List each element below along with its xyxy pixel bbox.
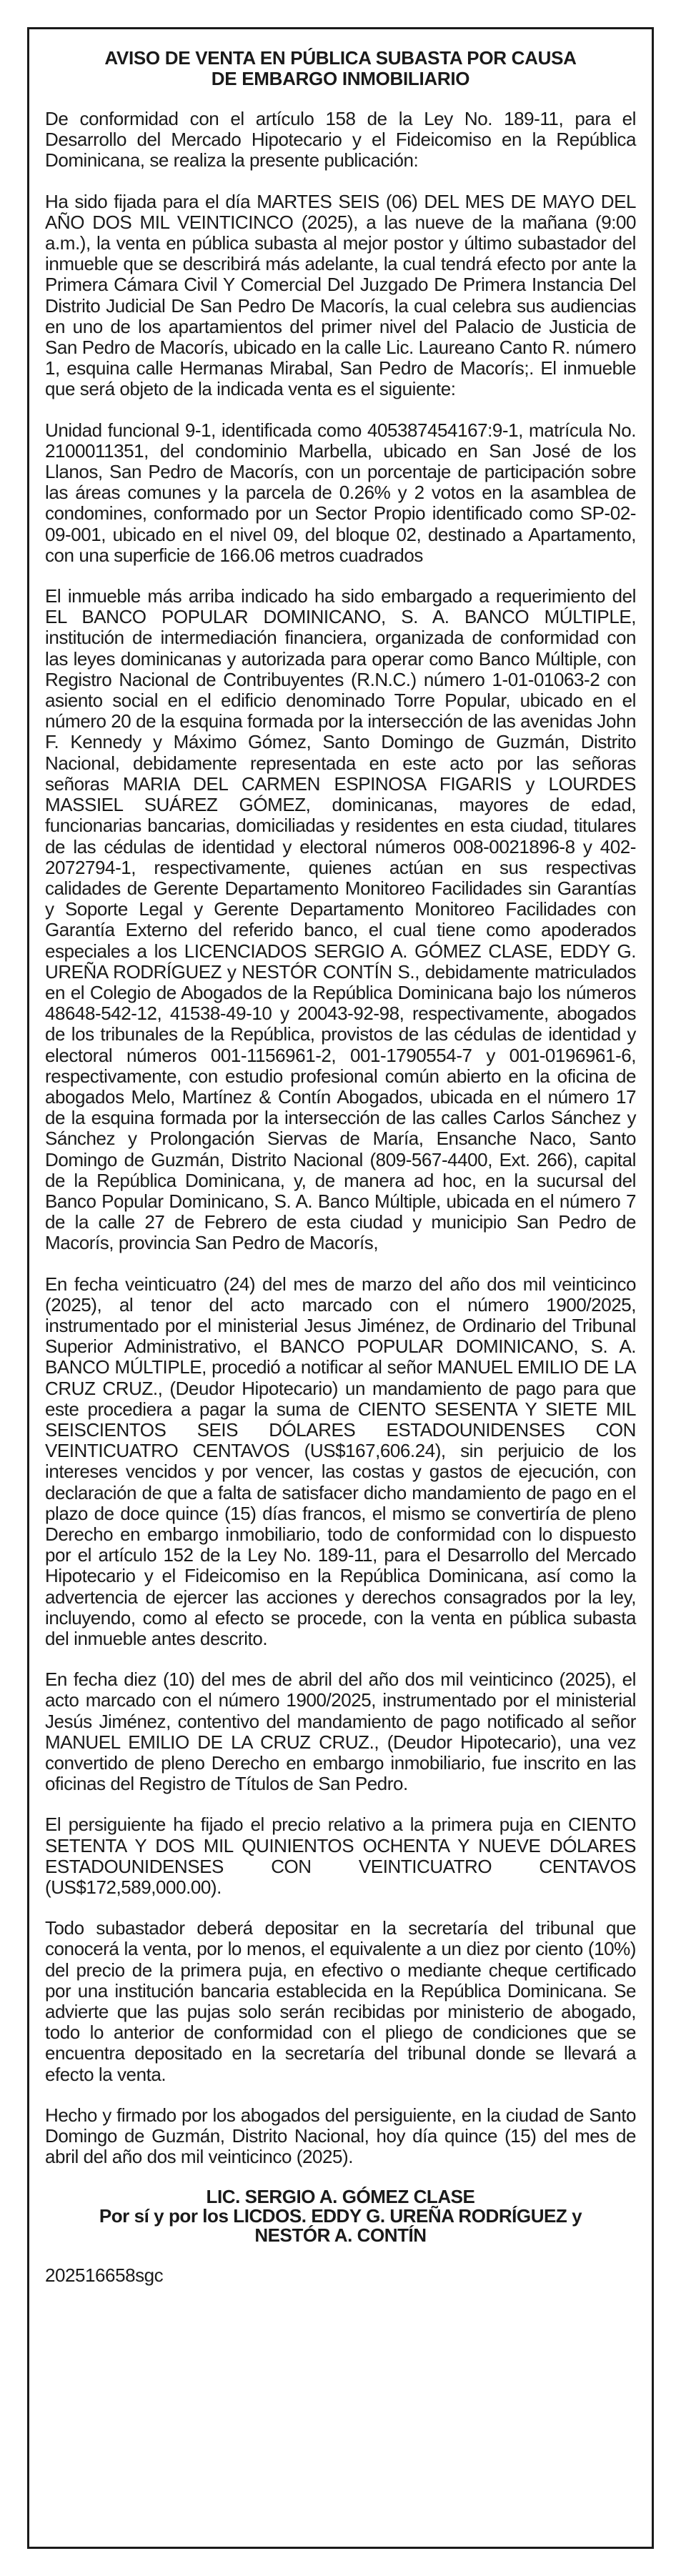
paragraph-seizing-party: El inmueble más arriba indicado ha sido embargado a requerimiento del EL BANCO POPULAR DOMINICANO, S. A. BANCO MÚLTIPLE, institución de intermediación financiera, organizada de conformidad con las leyes dominicanas y autorizada para operar como Banco Múltiple, con Registro Nacional de Contribuyentes (R.N.C.) número 1-01-01063-2 con asiento social en el edificio denominado Torre Popular, ubicado en el número 20 de la esquina formada por la intersección de las avenidas John F. Kennedy y Máximo Gómez, Santo Domingo de Guzmán, Distrito Nacional, debidamente representada en este acto por las señoras señoras MARIA DEL CARMEN ESPINOSA FIGARIS y LOURDES MASSIEL SUÁREZ GÓMEZ, dominicanas, mayores de edad, funcionarias bancarias, domiciliadas y residentes en esta ciudad, titulares de las cédulas de identidad y electoral números 008-0021896-8 y 402-2072794-1, respectivamente, quienes actúan en sus respectivas calidades de Gerente Departamento Monitoreo Facilidades sin Garantías y Soporte Legal y Gerente Departamento Monitoreo Facilidades con Garantía Externo del referido banco, el cual tiene como apoderados especiales a los LICENCIADOS SERGIO A. GÓMEZ CLASE, EDDY G. UREÑA RODRÍGUEZ y NESTÓR CONTÍN S., debidamente matriculados en el Colegio de Abogados de la República Dominicana bajo los números 48648-542-12, 41538-49-10 y 20043-92-98, respectivamente, abogados de los tribunales de la República, provistos de las cédulas de identidad y electoral números 001-1156961-2, 001-1790554-7 y 001-0196961-6, respectivamente, con estudio profesional común abierto en la oficina de abogados Melo, Martínez & Contín Abogados, ubicada en el número 17 de la esquina formada por la intersección de las calles Carlos Sánchez y Sánchez y Prolongación Siervas de María, Ensanche Naco, Santo Domingo de Guzmán, Distrito Nacional (809-567-4400, Ext. 266), capital de la República Dominicana, y, de manera ad hoc, en la sucursal del Banco Popular Dominicano, S. A. Banco Múltiple, ubicada en el número 7 de la calle 27 de Febrero de esta ciudad y municipio San Pedro de Macorís, provincia San Pedro de Macorís, (45, 585, 636, 1254)
notice-title-line-1: AVISO DE VENTA EN PÚBLICA SUBASTA POR CAUSA (104, 47, 577, 69)
signature-line-3: NESTÓR A. CONTÍN (254, 2224, 427, 2247)
legal-notice (27, 27, 654, 2549)
paragraph-registration: En fecha diez (10) del mes de abril del año dos mil veinticinco (2025), el acto marcado con el número 1900/2025, instrumentado por el ministerial Jesús Jiménez, contentivo del mandamiento de pago notificado al señor MANUEL EMILIO DE LA CRUZ CRUZ., (Deudor Hipotecario), una vez convertido de pleno Derecho en embargo inmobiliario, fue inscrito en las oficinas del Registro de Títulos de San Pedro. (45, 1669, 636, 1795)
paragraph-deposit-terms: Todo subastador deberá depositar en la secretaría del tribunal que conocerá la venta, por lo menos, el equivalente a un diez por ciento (10%) del precio de la primera puja, en efectivo o mediante cheque certificado por una institución bancaria establecida en la República Dominicana. Se advierte que las pujas solo serán recibidas por ministerio de abogado, todo lo anterior de conformidad con el pliego de condiciones que se encuentra depositado en la secretaría del tribunal donde se llevará a efecto la venta. (45, 1917, 636, 2085)
paragraph-property-description: Unidad funcional 9-1, identificada como 405387454167:9-1, matrícula No. 2100011351, del condominio Marbella, ubicado en San José de los Llanos, San Pedro de Macorís, con un porcentaje de participación sobre las áreas comunes y la parcela de 0.26% y 2 votos en la asamblea de condomines, conformado por un Sector Propio identificado como SP-02-09-001, ubicado en el nivel 09, del bloque 02, destinado a Apartamento, con una superficie de 166.06 metros cuadrados (45, 419, 636, 566)
paragraph-opening-bid: El persiguiente ha fijado el precio relativo a la primera puja en CIENTO SETENTA Y DOS MIL QUINIENTOS OCHENTA Y NUEVE DÓLARES ESTADOUNIDENSES CON VEINTICUATRO CENTAVOS (US$172,589,000.00). (45, 1814, 636, 1899)
paragraph-signing-date: Hecho y firmado por los abogados del persiguiente, en la ciudad de Santo Domingo de Guzmán, Distrito Nacional, hoy día quince (15) del mes de abril del año dos mil veinticinco (2025). (45, 2104, 636, 2168)
paragraph-payment-order: En fecha veinticuatro (24) del mes de marzo del año dos mil veinticinco (2025), al tenor del acto marcado con el número 1900/2025, instrumentado por el ministerial Jesus Jiménez, de Ordinario del Tribunal Superior Administrativo, el BANCO POPULAR DOMINICANO, S. A. BANCO MÚLTIPLE, procedió a notificar al señor MANUEL EMILIO DE LA CRUZ CRUZ., (Deudor Hipotecario) un mandamiento de pago para que este procediera a pagar la suma de CIENTO SESENTA Y SIETE MIL SEISCIENTOS SEIS DÓLARES ESTADOUNIDENSES CON VEINTICUATRO CENTAVOS (US$167,606.24), sin perjuicio de los intereses vencidos y por vencer, las costas y gastos de ejecución, con declaración de que a falta de satisfacer dicho mandamiento de pago en el plazo de doce quince (15) días francos, el mismo se convertiría de pleno Derecho en embargo inmobiliario, todo de conformidad con lo dispuesto por el artículo 152 de la Ley No. 189-11, para el Desarrollo del Mercado Hipotecario y el Fideicomiso en la República Dominicana, así como la advertencia de ejercer las acciones y derechos consagrados por la ley, incluyendo, como al efecto se procede, con la venta en pública subasta del inmueble antes descrito. (45, 1273, 636, 1650)
notice-title-line-2: DE EMBARGO INMOBILIARIO (211, 68, 470, 89)
reference-code: 202516658sgc (45, 2264, 164, 2287)
signature-block (45, 2187, 636, 2245)
notice-title (45, 48, 636, 89)
paragraph-legal-basis: De conformidad con el artículo 158 de la Ley No. 189-11, para el Desarrollo del Mercado Hipotecario y el Fideicomiso en la República Dominicana, se realiza la presente publicación: (45, 108, 636, 171)
paragraph-auction-date: Ha sido fijada para el día MARTES SEIS (06) DEL MES DE MAYO DEL AÑO DOS MIL VEINTICINCO (2025), a las nueve de la mañana (9:00 a.m.), la venta en pública subasta al mejor postor y último subastador del inmueble que se describirá más adelante, la cual tendrá efecto por ante la Primera Cámara Civil Y Comercial Del Juzgado De Primera Instancia Del Distrito Judicial De San Pedro De Macorís, la cual celebra sus audiencias en uno de los apartamientos del primer nivel del Palacio de Justicia de San Pedro de Macorís, ubicado en la calle Lic. Laureano Canto R. número 1, esquina calle Hermanas Mirabal, San Pedro de Macorís;. El inmueble que será objeto de la indicada venta es el siguiente: (45, 190, 636, 400)
signature-line-2: Por sí y por los LICDOS. EDDY G. UREÑA RODRÍGUEZ y (99, 2205, 582, 2227)
signature-line-1: LIC. SERGIO A. GÓMEZ CLASE (206, 2186, 475, 2208)
